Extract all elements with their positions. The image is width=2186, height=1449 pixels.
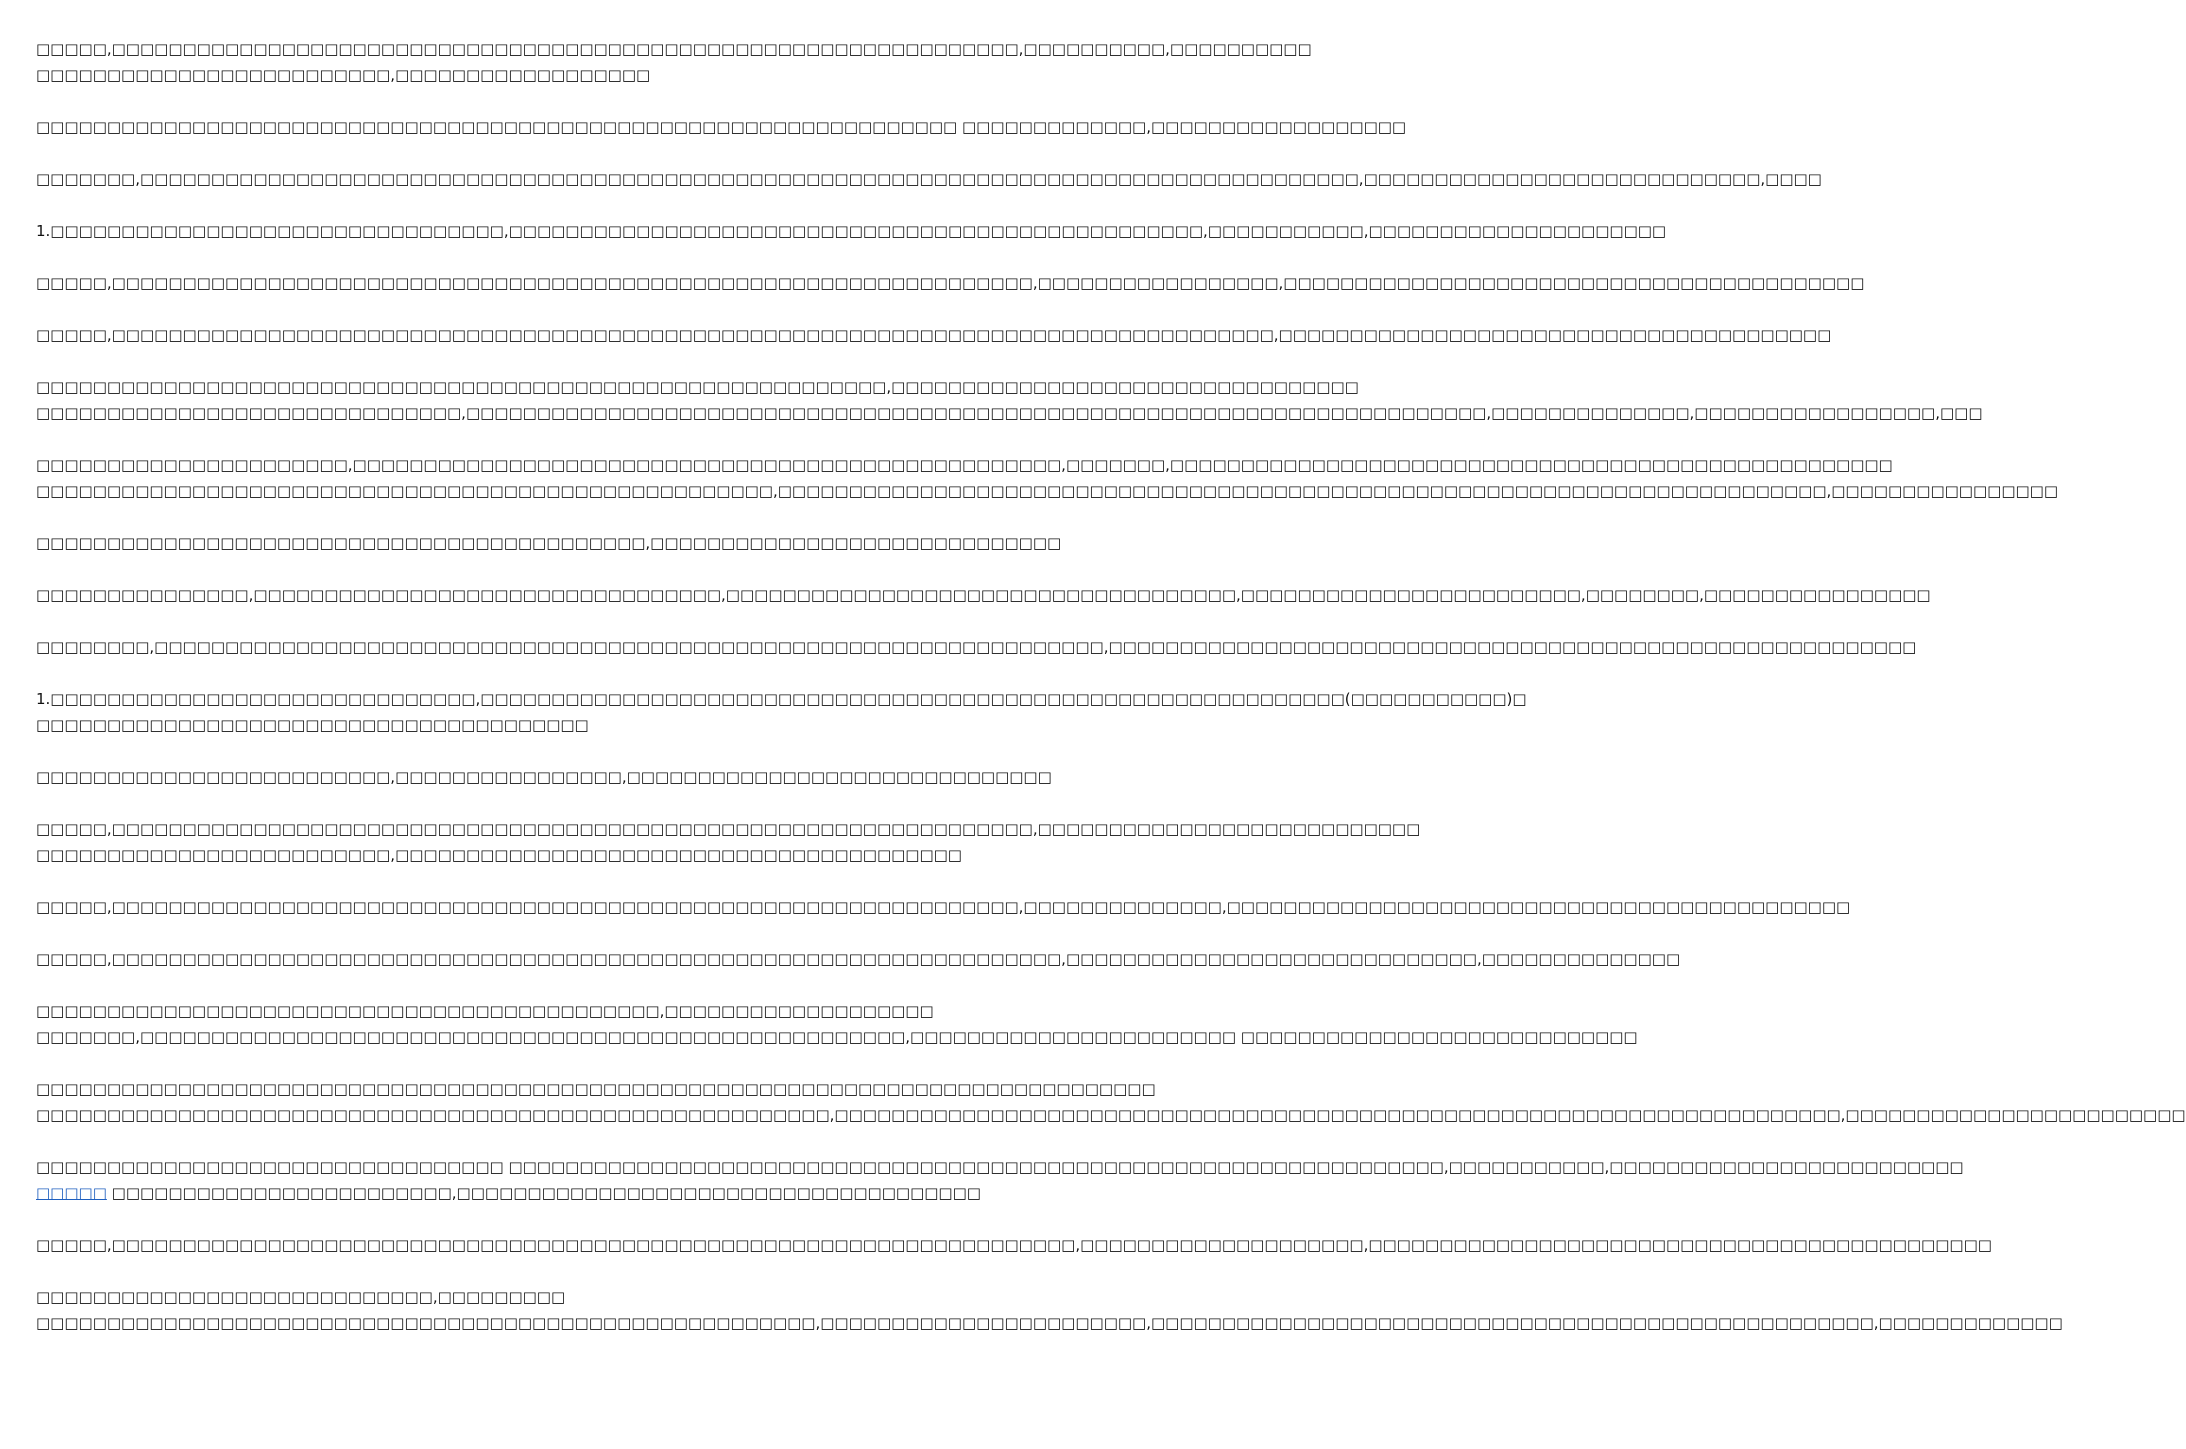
paragraph-18	[36, 1076, 2186, 1128]
text-line: □□□□□□□□□□□□□□□□□□□□□□□□□□□□,□□□□□□□□□	[36, 1288, 566, 1306]
paragraph-20	[36, 1232, 1992, 1258]
paragraph-4	[36, 218, 1667, 244]
text-line: □□□□□,□□□□□□□□□□□□□□□□□□□□□□□□□□□□□□□□□□□□□□□□□□□□□□□□□□□□□□□□□□□□□□□□,□□□□□□□□□□,□□□□□□□□□□	[36, 40, 1312, 58]
text-line: □□□□□,□□□□□□□□□□□□□□□□□□□□□□□□□□□□□□□□□□□□□□□□□□□□□□□□□□□□□□□□□□□□□□□□□,□□□□□□□□□□□□□□□□□□□□□□□□□□□	[36, 820, 1421, 838]
paragraph-19	[36, 1154, 1964, 1206]
paragraph-11	[36, 634, 1917, 660]
paragraph-1	[36, 36, 1312, 88]
text-line: □□□□□□□□□□□□□□□□□□□□□□□□□□□□□□□□□□□□□□□□□□□□□□□□□□□□□□□□□□□□□□□□□□□□□□□□□□□□□□□	[36, 1080, 1156, 1098]
text-line: □□□□□□□□□□□□□□□□□□□□□□□□□□□□□□□□□□□□□□□□□□□,□□□□□□□□□□□□□□□□□□□□□□□□□□□□□	[36, 534, 1062, 552]
paragraph-14	[36, 816, 1421, 868]
text-line: □□□□□□□□□□□□□□□□□□□□□□□□□□□□□□□□□□□□□□□□□□□□□□□□□□□□□□□,□□□□□□□□□□□□□□□□□□□□□□□,□□□□□□□□□□□□□□□□□□□□□□□□□□□□□□□□□□□□□□□□□□□□□□□□□□□,□□□□□□□□□□□□□	[36, 1314, 2063, 1332]
paragraph-13	[36, 764, 1052, 790]
text-line: □□□□□□□,□□□□□□□□□□□□□□□□□□□□□□□□□□□□□□□□□□□□□□□□□□□□□□□□□□□□□□,□□□□□□□□□□□□□□□□□□□□□□□ □□□□□□□□□□□□□□□□□□□□□□□□□□□□	[36, 1028, 1638, 1046]
text-line: □□□□□□□□□□□□□□□□□□□□□□□□□□□□□□□□□□□□□□□□□□□□□□□□□□□□□□□□□□□□□□□□□ □□□□□□□□□□□□□,□□□□□□□□□□□□□□□□□□	[36, 118, 1407, 136]
document-body	[36, 36, 2186, 1362]
text-line: □□□□□,□□□□□□□□□□□□□□□□□□□□□□□□□□□□□□□□□□□□□□□□□□□□□□□□□□□□□□□□□□□□□□□□□□□□,□□□□□□□□□□□□□□□□□□□□,□□□□□□□□□□□□□□□□□□□□□□□□□□□□□□□□□□□□□□□□□□□□	[36, 1236, 1992, 1254]
text-line-with-link	[36, 1180, 988, 1206]
inline-link[interactable]: □□□□□	[36, 1184, 107, 1202]
paragraph-3	[36, 166, 1822, 192]
text-line: □□□□□□□□□□□□□□□□□□□□□□□□□□□□□□□□□ □□□□□□□□□□□□□□□□□□□□□□□□□□□□□□□□□□□□□□□□□□□□□□□□□□□□□□□□□□□□□□□□□□,□□□□□□□□□□□,□□□□□□□□□□□□□□□□□□□□□□□□□	[36, 1158, 1964, 1176]
link-line-text: □□□□□□□□□□□□□□□□□□□□□□□□,□□□□□□□□□□□□□□□□□□□□□□□□□□□□□□□□□□□□□	[106, 1184, 981, 1202]
text-line: □□□□□□□□□□□□□□□□□□□□□□□□□□□□□□□□□□□□□□□□□□□□,□□□□□□□□□□□□□□□□□□□	[36, 1002, 934, 1020]
text-line: □□□□□□□□□□□□□□□□□□□□□□□□□,□□□□□□□□□□□□□□□□□□□□□□□□□□□□□□□□□□□□□□□□	[36, 846, 962, 864]
text-line: □□□□□□□□□□□□□□□□□□□□□□□□□□□□□□,□□□□□□□□□□□□□□□□□□□□□□□□□□□□□□□□□□□□□□□□□□□□□□□□□□□□□□□□□□□□□□□□□□□□□□□□,□□□□□□□□□□□□□□,□□□□□□□□□□□□□□□□□,□□□	[36, 404, 1983, 422]
paragraph-9	[36, 530, 1062, 556]
paragraph-10	[36, 582, 1931, 608]
paragraph-17	[36, 998, 1638, 1050]
paragraph-5	[36, 270, 1865, 296]
paragraph-7	[36, 374, 1983, 426]
text-line: □□□□□□□□□□□□□□□□□□□□□□□□□□□□□□□□□□□□□□□	[36, 716, 589, 734]
paragraph-2	[36, 114, 1407, 140]
text-line: 1.□□□□□□□□□□□□□□□□□□□□□□□□□□□□□□,□□□□□□□□□□□□□□□□□□□□□□□□□□□□□□□□□□□□□□□□□□□□□□□□□□□□□□□□□□□□□(□□□□□□□□□□□)□	[36, 690, 1527, 708]
text-line: □□□□□□□□□□□□□□□□□□□□□□□□□□□□□□□□□□□□□□□□□□□□□□□□□□□□,□□□□□□□□□□□□□□□□□□□□□□□□□□□□□□□□□□□□□□□□□□□□□□□□□□□□□□□□□□□□□□□□□□□□□□□□□□,□□□□□□□□□□□□□□□□	[36, 482, 2059, 500]
paragraph-21	[36, 1284, 2063, 1336]
paragraph-12	[36, 686, 1527, 738]
text-line: □□□□□□□□□□□□□□□□□□□□□□□□□,□□□□□□□□□□□□□□□□,□□□□□□□□□□□□□□□□□□□□□□□□□□□□□□	[36, 768, 1052, 786]
text-line: □□□□□□□□,□□□□□□□□□□□□□□□□□□□□□□□□□□□□□□□□□□□□□□□□□□□□□□□□□□□□□□□□□□□□□□□□□□□,□□□□□□□□□□□□□□□□□□□□□□□□□□□□□□□□□□□□□□□□□□□□□□□□□□□□□□□□□	[36, 638, 1917, 656]
text-line: □□□□□,□□□□□□□□□□□□□□□□□□□□□□□□□□□□□□□□□□□□□□□□□□□□□□□□□□□□□□□□□□□□□□□□□□□,□□□□□□□□□□□□□□□□□□□□□□□□□□□□□,□□□□□□□□□□□□□□	[36, 950, 1681, 968]
text-line: □□□□□,□□□□□□□□□□□□□□□□□□□□□□□□□□□□□□□□□□□□□□□□□□□□□□□□□□□□□□□□□□□□□□□□,□□□□□□□□□□□□□□,□□□□□□□□□□□□□□□□□□□□□□□□□□□□□□□□□□□□□□□□□□□□	[36, 898, 1851, 916]
text-line: □□□□□□□,□□□□□□□□□□□□□□□□□□□□□□□□□□□□□□□□□□□□□□□□□□□□□□□□□□□□□□□□□□□□□□□□□□□□□□□□□□□□□□□□□□□□□□,□□□□□□□□□□□□□□□□□□□□□□□□□□□□,□□□□	[36, 170, 1822, 188]
paragraph-16	[36, 946, 1681, 972]
paragraph-8	[36, 452, 2059, 504]
text-line: □□□□□□□□□□□□□□□,□□□□□□□□□□□□□□□□□□□□□□□□□□□□□□□□□,□□□□□□□□□□□□□□□□□□□□□□□□□□□□□□□□□□□□,□□□□□□□□□□□□□□□□□□□□□□□□,□□□□□□□□,□□□□□□□□□□□□□□□□	[36, 586, 1931, 604]
text-line: □□□□□,□□□□□□□□□□□□□□□□□□□□□□□□□□□□□□□□□□□□□□□□□□□□□□□□□□□□□□□□□□□□□□□□□,□□□□□□□□□□□□□□□□□,□□□□□□□□□□□□□□□□□□□□□□□□□□□□□□□□□□□□□□□□□	[36, 274, 1865, 292]
paragraph-15	[36, 894, 1851, 920]
text-line: □□□□□□□□□□□□□□□□□□□□□□□□□□□□□□□□□□□□□□□□□□□□□□□□□□□□□□□□□□□□,□□□□□□□□□□□□□□□□□□□□□□□□□□□□□□□□□	[36, 378, 1359, 396]
text-line: □□□□□□□□□□□□□□□□□□□□□□,□□□□□□□□□□□□□□□□□□□□□□□□□□□□□□□□□□□□□□□□□□□□□□□□□□,□□□□□□□,□□□□□□□□□□□□□□□□□□□□□□□□□□□□□□□□□□□□□□□□□□□□□□□□□□□	[36, 456, 1893, 474]
text-line: 1.□□□□□□□□□□□□□□□□□□□□□□□□□□□□□□□□,□□□□□□□□□□□□□□□□□□□□□□□□□□□□□□□□□□□□□□□□□□□□□□□□□,□□□□□□□□□□□,□□□□□□□□□□□□□□□□□□□□□	[36, 222, 1667, 240]
text-line: □□□□□,□□□□□□□□□□□□□□□□□□□□□□□□□□□□□□□□□□□□□□□□□□□□□□□□□□□□□□□□□□□□□□□□□□□□□□□□□□□□□□□□□□,□□□□□□□□□□□□□□□□□□□□□□□□□□□□□□□□□□□□□□□	[36, 326, 1832, 344]
text-line: □□□□□□□□□□□□□□□□□□□□□□□□□□□□□□□□□□□□□□□□□□□□□□□□□□□□□□□□,□□□□□□□□□□□□□□□□□□□□□□□□□□□□□□□□□□□□□□□□□□□□□□□□□□□□□□□□□□□□□□□□□□□□□□□,□□□□□□□□□□□□□□□□□□□□□□□□	[36, 1106, 2186, 1124]
paragraph-6	[36, 322, 1832, 348]
text-line: □□□□□□□□□□□□□□□□□□□□□□□□□,□□□□□□□□□□□□□□□□□□	[36, 66, 651, 84]
